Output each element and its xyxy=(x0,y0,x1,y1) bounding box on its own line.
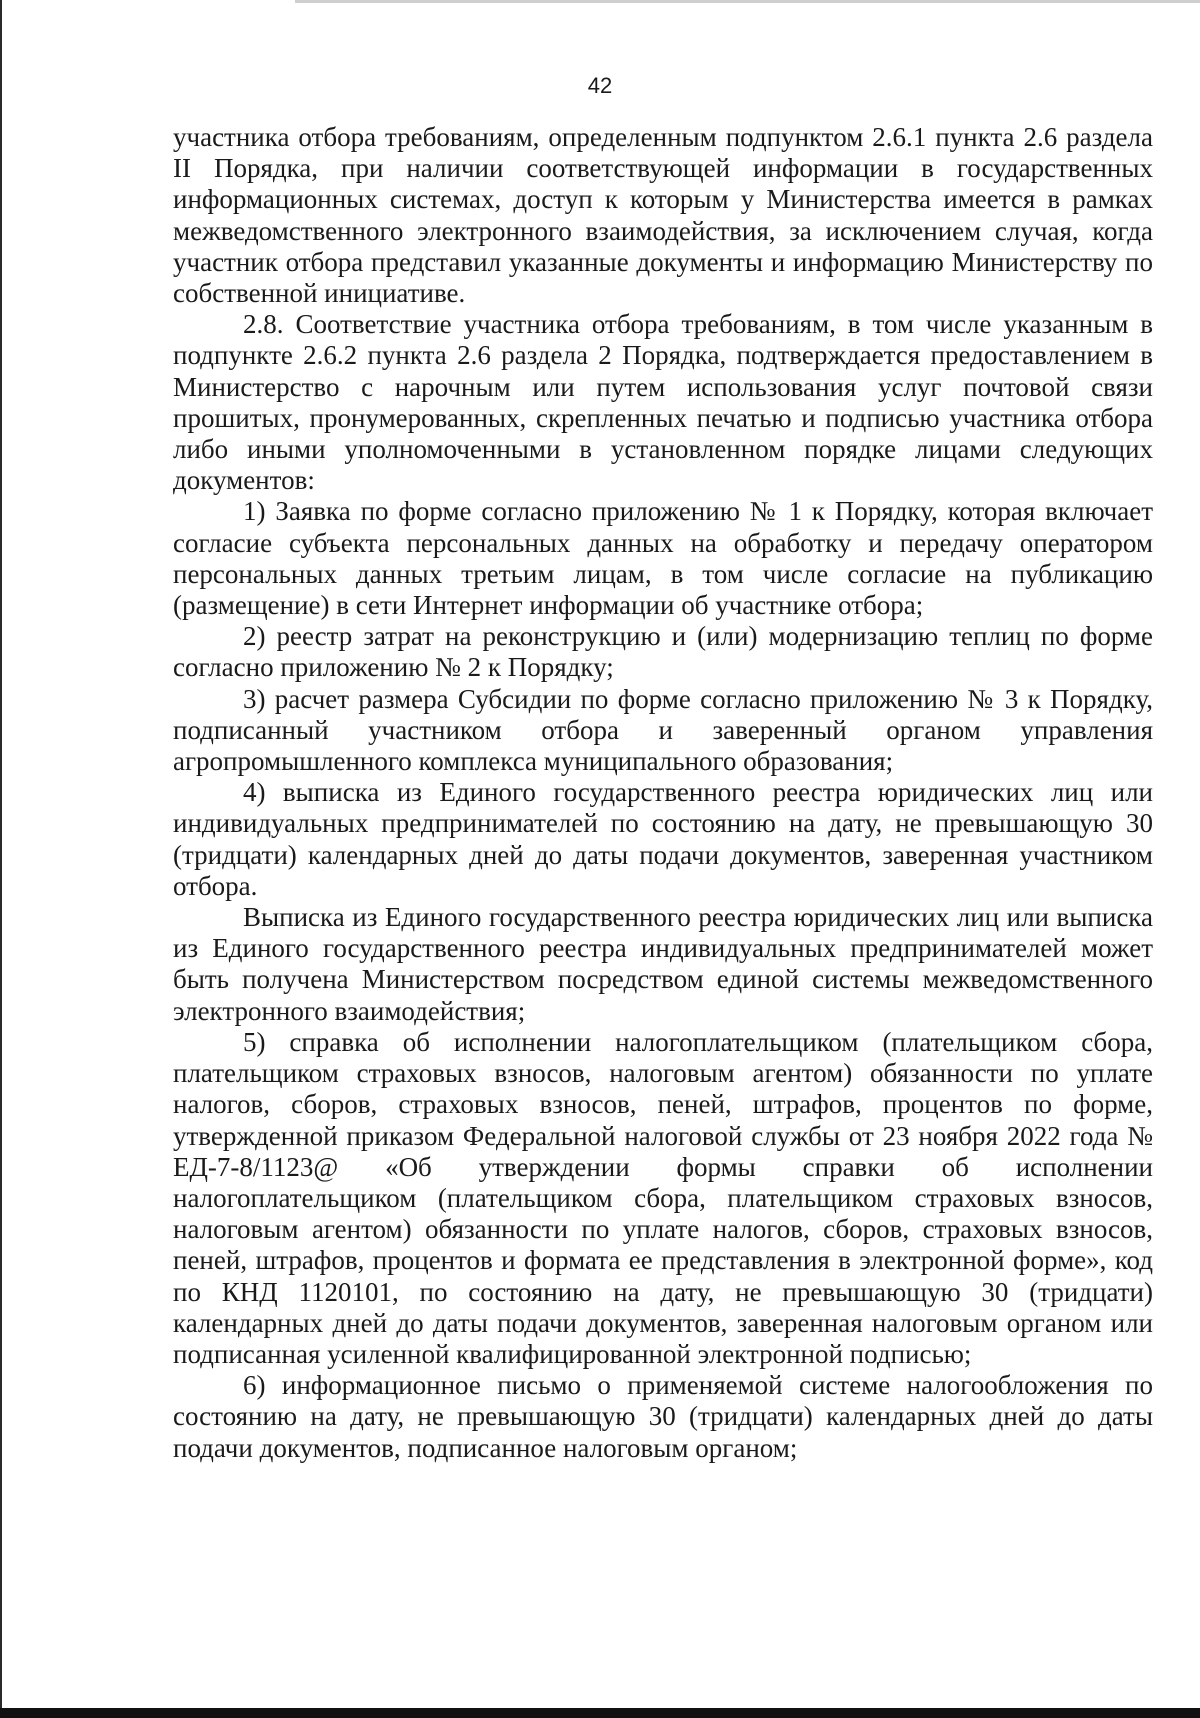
list-item-5: 5) справка об исполнении налогоплательщиком (плательщиком сбора, плательщиком страховых взносов, налоговым агентом) обязанности по уплате налогов, сборов, страховых взносов, пеней, штрафов, процентов по форме, утвержденной приказом Федеральной налоговой службы от 23 ноября 2022 года № ЕД-7-8/1123@ «Об утверждении формы справки об исполнении налогоплательщиком (плательщиком сбора, плательщиком страховых взносов, налоговым агентом) обязанности по уплате налогов, сборов, страховых взносов, пеней, штрафов, процентов и формата ее представления в электронной форме», код по КНД 1120101, по состоянию на дату, не превышающую 30 (тридцати) календарных дней до даты подачи документов, заверенная налоговым органом или подписанная усиленной квалифицированной электронной подписью; xyxy=(173,1026,1153,1369)
list-item-4: 4) выписка из Единого государственного реестра юридических лиц или индивидуальных предпринимателей по состоянию на дату, не превышающую 30 (тридцати) календарных дней до даты подачи документов, заверенная участником отбора. xyxy=(173,777,1153,901)
list-item-6: 6) информационное письмо о применяемой системе налогообложения по состоянию на дату, не превышающую 30 (тридцати) календарных дней до даты подачи документов, подписанное налоговым органом; xyxy=(173,1370,1153,1463)
document-body xyxy=(173,122,1153,1464)
page-number: 42 xyxy=(587,73,613,98)
scan-bottom-border xyxy=(0,1708,1200,1718)
list-item-2: 2) реестр затрат на реконструкцию и (или) модернизацию теплиц по форме согласно приложению № 2 к Порядку; xyxy=(173,621,1153,683)
scan-top-border xyxy=(295,0,1200,3)
scan-left-border xyxy=(0,0,2,1718)
list-item-1: 1) Заявка по форме согласно приложению № 1 к Порядку, которая включает согласие субъекта персональных данных на обработку и передачу оператором персональных данных третьим лицам, в том числе согласие на публикацию (размещение) в сети Интернет информации об участнике отбора; xyxy=(173,496,1153,621)
paragraph-continuation: участника отбора требованиям, определенным подпунктом 2.6.1 пункта 2.6 раздела II Порядка, при наличии соответствующей информации в государственных информационных системах, доступ к которым у Министерства имеется в рамках межведомственного электронного взаимодействия, за исключением случая, когда участник отбора представил указанные документы и информацию Министерству по собственной инициативе. xyxy=(173,122,1153,309)
paragraph-2-8: 2.8. Соответствие участника отбора требованиям, в том числе указанным в подпункте 2.6.2 пункта 2.6 раздела 2 Порядка, подтверждается предоставлением в Министерство с нарочным или путем использования услуг почтовой связи прошитых, пронумерованных, скрепленных печатью и подписью участника отбора либо иными уполномоченными в установленном порядке лицами следующих документов: xyxy=(173,309,1153,496)
paragraph-extract-note: Выписка из Единого государственного реестра юридических лиц или выписка из Единого государственного реестра индивидуальных предпринимателей может быть получена Министерством посредством единой системы межведомственного электронного взаимодействия; xyxy=(173,902,1153,1026)
list-item-3: 3) расчет размера Субсидии по форме согласно приложению № 3 к Порядку, подписанный участником отбора и заверенный органом управления агропромышленного комплекса муниципального образования; xyxy=(173,683,1153,777)
